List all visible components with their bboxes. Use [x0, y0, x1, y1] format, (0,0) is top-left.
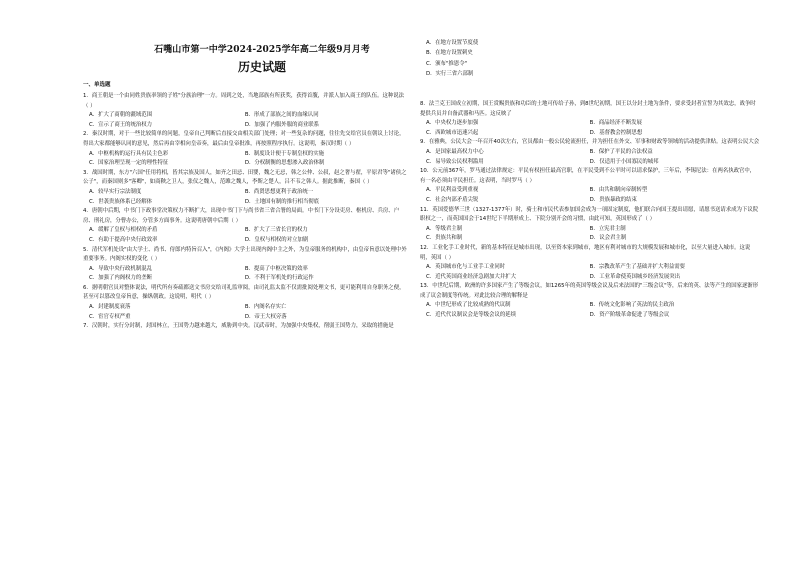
option-item: D．实行三省六部制: [426, 71, 474, 78]
option-item: B．商品经济不断发展: [589, 120, 642, 127]
option-item: A．中世纪形成了比较成熟的代议制: [426, 302, 511, 309]
right-question-list: [420, 100, 760, 321]
option-item: C．近代英国商业经济急剧加大并扩大: [426, 273, 517, 280]
question-block: [420, 138, 760, 167]
question-stem: 11．英国爱德华三世（1327-1377年）时，骑士和市民代表参加国会成为一项固定制度，他们联合向国王提出请愿，请愿书送请求成为下议院职权之一，而英国国会于14世纪下半期形成上、下院分别开会的习惯，由此可知，英国形成了（ ）: [420, 206, 759, 223]
option-item: A．英国城市化与工业手工业同时: [426, 264, 506, 271]
option-item: D．贵族暴政的结束: [589, 196, 637, 203]
section-heading: 一、单选题: [83, 82, 111, 88]
option-item: D．工业革命使英国城乡经济发展突出: [589, 273, 681, 280]
option-item: B．尚贤思想更利于政治统一: [244, 188, 314, 195]
question-block: [83, 130, 407, 168]
option-item: C．西欧城市迅速兴起: [426, 129, 479, 136]
option-item: A．缓解了皇权与相权的矛盾: [89, 227, 158, 234]
left-question-list: [83, 92, 407, 332]
question-stem: 4．唐朝中后期，中书门下政事堂决策权力不断扩大，出现中书门下与尚书省三省合署的局面。中书门下分设吏房、枢机房、兵房、户房、刑礼房，分曹办公，分管多方面事务。这说明唐朝中后期（ ）: [83, 208, 400, 224]
question-block: [83, 246, 407, 284]
option-grid: [420, 225, 760, 244]
option-grid: [83, 150, 407, 169]
option-grid: [83, 111, 407, 130]
option-item: C．有助于提高中央行政效率: [89, 236, 158, 243]
option-item: C．贵族共和制: [426, 235, 463, 242]
option-grid: [420, 301, 760, 320]
option-item: D．帝王大权旁落: [244, 313, 287, 320]
option-item: C．颁布"推恩令": [426, 60, 468, 67]
option-item: C．宣示了商王的统治权力: [89, 121, 153, 128]
option-item: C．近代代议制议会是等级会议的延续: [426, 312, 517, 319]
option-grid: [420, 263, 760, 282]
exam-title: 石嘴山市第一中学2024-2025学年高二年级9月月考: [154, 45, 370, 55]
question-block: [420, 206, 760, 244]
option-item: A．封建制度衰落: [89, 304, 131, 311]
option-item: B．扩大了三省长官的权力: [244, 227, 308, 234]
question-stem: 5．清代军机处设"由大学士、尚书、侍郎内特旨召入"，《内阁》大学士出现内阁中主之外，为皇帝服务的机构中，由皇帝旨意以处理中外重要事务。内阁实权的变化（ ）: [83, 246, 407, 263]
question-stem: 7．汉朝时，实行分封制，封国林立，王国势力越来越大，威胁到中央。汉武帝时，为加强中央集权，削弱王国势力，采取的措施是: [83, 323, 394, 330]
option-item: B．制度设计便于专制皇权的实施: [244, 150, 324, 157]
option-grid: [83, 188, 407, 207]
option-item: A．中央权力逐步加强: [426, 120, 479, 127]
question-block: [83, 284, 407, 322]
question-block: [83, 207, 407, 245]
question-stem: 1．商王朝是一个由同姓贵族率领的子姓"分族治理"一方。周到之处，当地部族有所获奖，获得首腹，并派人加入商王的队伍。这种说法（ ）: [83, 93, 405, 109]
option-item: B．由共和制向帝制转型: [589, 187, 648, 194]
option-item: D．仅适用于小国寡民的城邦: [589, 158, 659, 165]
option-item: B．宗教改革产生了基础并扩大利益需要: [589, 264, 685, 271]
question-stem: 12．工业化手工业时代，新的基本特征是城市出现，以至资本家到城市，地区有利对城市的大规模发展和城市化，以至大量进入城市。这说明，英国（ ）: [420, 244, 751, 261]
option-item: C．社会内部矛盾尖锐: [426, 196, 479, 203]
question-stem: 9．在雅典，公民大会一年召开40次左右，官员都由一般公民轮流担任，并为担任在外交、军事和财政等领域的活动提供津贴。这表明公民大会: [420, 139, 760, 146]
question-stem: 8．法兰克王国成立初期，国王赏赐贵族和功臣的土地可传给子孙，到8世纪初期，国王以分封土地为条件，要求受封者宣誓为其效忠，战争时提供兵员并自备武器和马匹。这反映了: [420, 101, 756, 117]
option-item: B．在地方设置刺史: [426, 50, 473, 57]
question-block: [83, 322, 407, 332]
question-block: [420, 100, 760, 138]
option-item: A．中枢机构的运行具有民主色彩: [89, 150, 169, 157]
option-item: A．扩大了商朝的疆域范围: [89, 112, 152, 119]
question-stem: 6．据明朝官员对整体说法，明代所有奏疏都送文书房交给司礼监审阅，由司礼监太监不仅需批阅处理文书，更可能利用自身职务之便，甚至可以篡改皇帝旨意，操纵朝政。这说明，明代（ ）: [83, 284, 405, 301]
left-column: [80, 0, 410, 562]
option-item: C．宦官专权严重: [89, 313, 131, 320]
option-item: A．等级君主制: [426, 225, 463, 232]
option-grid: [83, 265, 407, 284]
question-stem: 10．公元前367年，罗马通过法律规定：平民有权担任最高官职，在平民受到不公平时可以请求保护，三年后，李锡尼法：在两名执政官中，有一名必须由平民担任。这表明，当时罗马（ ）: [420, 168, 756, 184]
option-item: D．议会君主制: [589, 235, 627, 242]
option-item: D．土地国有制的推行相当彻底: [244, 198, 320, 205]
option-grid: [420, 186, 760, 205]
option-item: B．提高了中枢决策的效率: [244, 265, 308, 272]
option-item: B．立宪君主制: [589, 225, 626, 232]
question-stem: 2．秦汉时期，对于一些比较简单的问题，皇帝自己判断后直接交由相关部门处理；对一些复杂的问题，往往先交给官员在朝议上讨论，得出大家都能够认同的意见，然后再由宰相向皇帝奏，最后由皇帝批准，再按照程序执行。这说明，秦汉时期（ ）: [83, 131, 405, 147]
option-item: B．保护了平民的合法权益: [589, 148, 653, 155]
option-item: B．内阁名存实亡: [244, 304, 287, 311]
question-block: [83, 92, 407, 130]
option-item: C．世袭贵族体系已经解体: [89, 198, 153, 205]
option-item: B．形成了部族之间的血缘认同: [244, 112, 319, 119]
option-grid: [420, 119, 760, 138]
question-block: [420, 244, 760, 282]
question-stem: 13．中世纪后期，欧洲的许多国家产生了等级会议，如1265年的英国等级会议及后来法国的"三级会议"等，后来的英、法等产生的国家逐渐形成了议会制度等传统。对此比较合理的解释是: [420, 283, 759, 299]
option-grid: [420, 148, 760, 167]
option-item: D．分权制衡的思想渗入政治体制: [244, 160, 325, 167]
right-top-options: [420, 38, 760, 80]
option-item: A．是国家最高权力中心: [426, 148, 484, 155]
exam-subtitle: 历史试题: [237, 60, 286, 74]
question-stem: 3．战国时期，东方"六国"任用将相，皆其宗族及国人，如齐之田忌、田婴，魏之无忌，韩之公仲、公叔，赵之奢与翟，平原君等"诸侯之公子"，而秦国则多"客卿"，如商鞅之卫人，张仪之魏人，范雎之魏人，李斯之楚人，吕不韦之韩人。据此推断，秦国（ ）: [83, 169, 407, 186]
option-grid: [83, 226, 407, 245]
option-item: D．基督教会控制思想: [589, 129, 643, 136]
option-item: D．加强了内服外服的商业联系: [244, 121, 320, 128]
option-item: D．皇权与相权的对立加剧: [244, 236, 309, 243]
option-item: C．易导致公民权利滥用: [426, 158, 484, 165]
question-block: [420, 167, 760, 205]
option-item: C．加强了内阁权力的垄断: [89, 275, 153, 282]
option-item: D．资产阶级革命促进了等级会议: [589, 312, 670, 319]
option-item: A．较早实行宗法制度: [89, 188, 142, 195]
option-item: A．导致中央行政机制混乱: [89, 265, 152, 272]
option-item: B．传统文化影响了英法的民主政治: [589, 302, 675, 309]
option-item: C．国家治理呈现一定的理性特征: [89, 160, 169, 167]
question-block: [420, 282, 760, 320]
option-item: D．不利于军机处的行政运作: [244, 275, 314, 282]
option-item: A．平民利益受到重视: [426, 187, 479, 194]
question-block: [83, 169, 407, 207]
right-column: [418, 0, 763, 562]
option-grid: [83, 303, 407, 322]
option-item: A．在地方设置节度使: [426, 40, 479, 46]
